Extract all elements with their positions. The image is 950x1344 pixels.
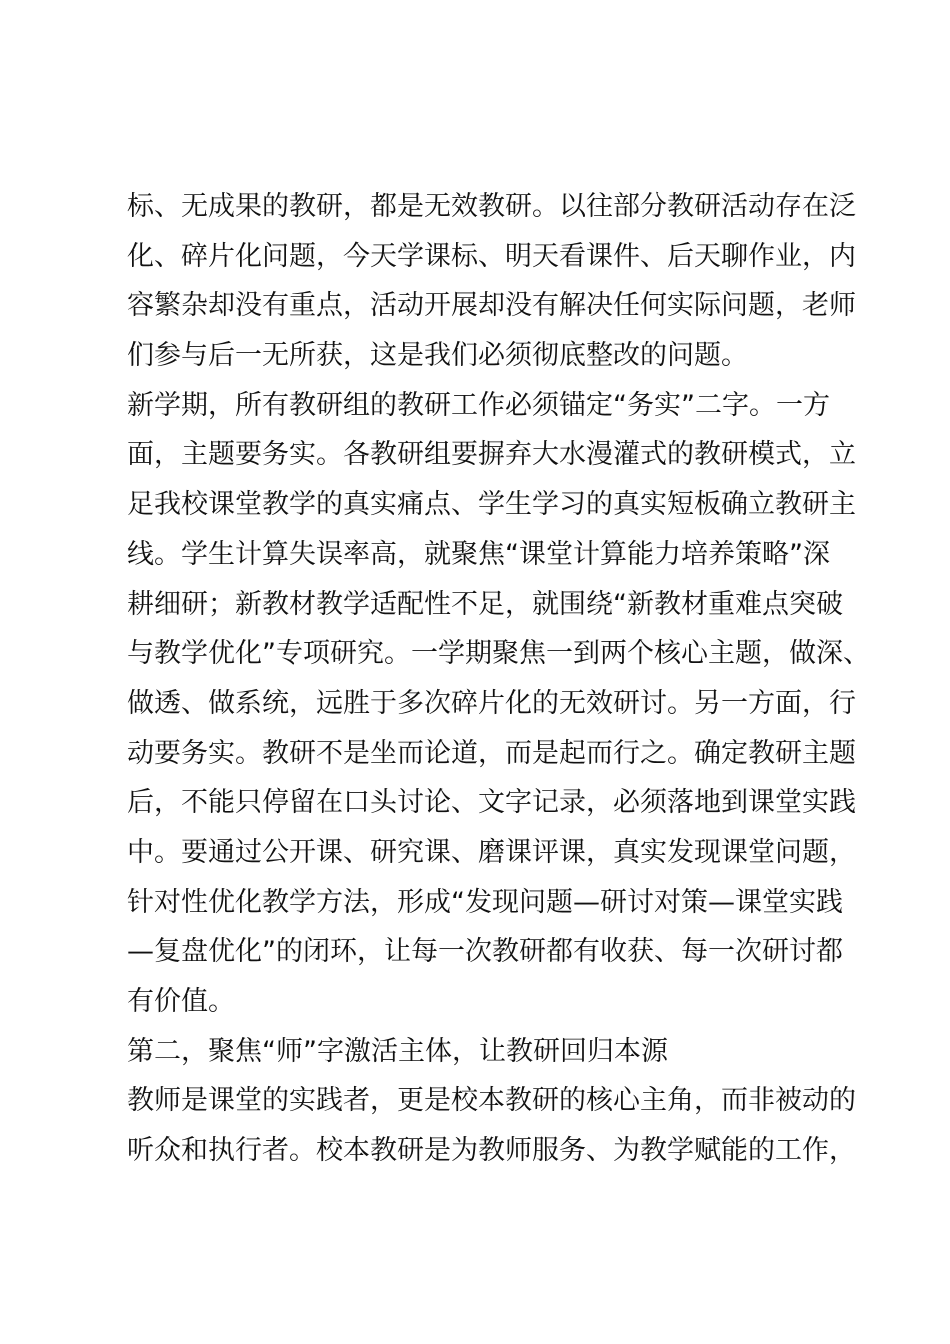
text-line: 针对性优化教学方法，形成“发现问题—研讨对策—课堂实践 bbox=[127, 886, 843, 918]
text-line: 新学期，所有教研组的教研工作必须锚定“务实”二字。一方 bbox=[127, 389, 830, 421]
text-line: 与教学优化”专项研究。一学期聚焦一到两个核心主题，做深、 bbox=[127, 638, 870, 670]
text-line: 线。学生计算失误率高，就聚焦“课堂计算能力培养策略”深 bbox=[127, 538, 830, 570]
text-line: 听众和执行者。校本教研是为教师服务、为教学赋能的工作， bbox=[127, 1135, 856, 1167]
text-line: 有价值。 bbox=[127, 986, 235, 1017]
document-body bbox=[127, 182, 870, 1176]
text-line: 做透、做系统，远胜于多次碎片化的无效研讨。另一方面，行 bbox=[127, 687, 856, 719]
text-line: 标、无成果的教研，都是无效教研。以往部分教研活动存在泛 bbox=[127, 191, 856, 222]
text-line: 后，不能只停留在口头讨论、文字记录，必须落地到课堂实践 bbox=[127, 787, 856, 819]
text-line: 们参与后一无所获，这是我们必须彻底整改的问题。 bbox=[127, 340, 748, 372]
text-line: 化、碎片化问题，今天学课标、明天看课件、后天聊作业，内 bbox=[127, 240, 856, 272]
text-line: 教师是课堂的实践者，更是校本教研的核心主角，而非被动的 bbox=[127, 1085, 856, 1117]
section-heading: 第二，聚焦“师”字激活主体，让教研回归本源 bbox=[127, 1035, 668, 1067]
text-line: 动要务实。教研不是坐而论道，而是起而行之。确定教研主题 bbox=[127, 737, 856, 769]
text-line: 中。要通过公开课、研究课、磨课评课，真实发现课堂问题， bbox=[127, 836, 856, 868]
text-line: 容繁杂却没有重点，活动开展却没有解决任何实际问题，老师 bbox=[127, 290, 856, 322]
text-line: 面，主题要务实。各教研组要摒弃大水漫灌式的教研模式，立 bbox=[127, 439, 856, 471]
text-line: —复盘优化”的闭环，让每一次教研都有收获、每一次研讨都 bbox=[127, 936, 843, 968]
text-line: 耕细研；新教材教学适配性不足，就围绕“新教材重难点突破 bbox=[127, 588, 843, 620]
text-line: 足我校课堂教学的真实痛点、学生学习的真实短板确立教研主 bbox=[127, 489, 856, 521]
